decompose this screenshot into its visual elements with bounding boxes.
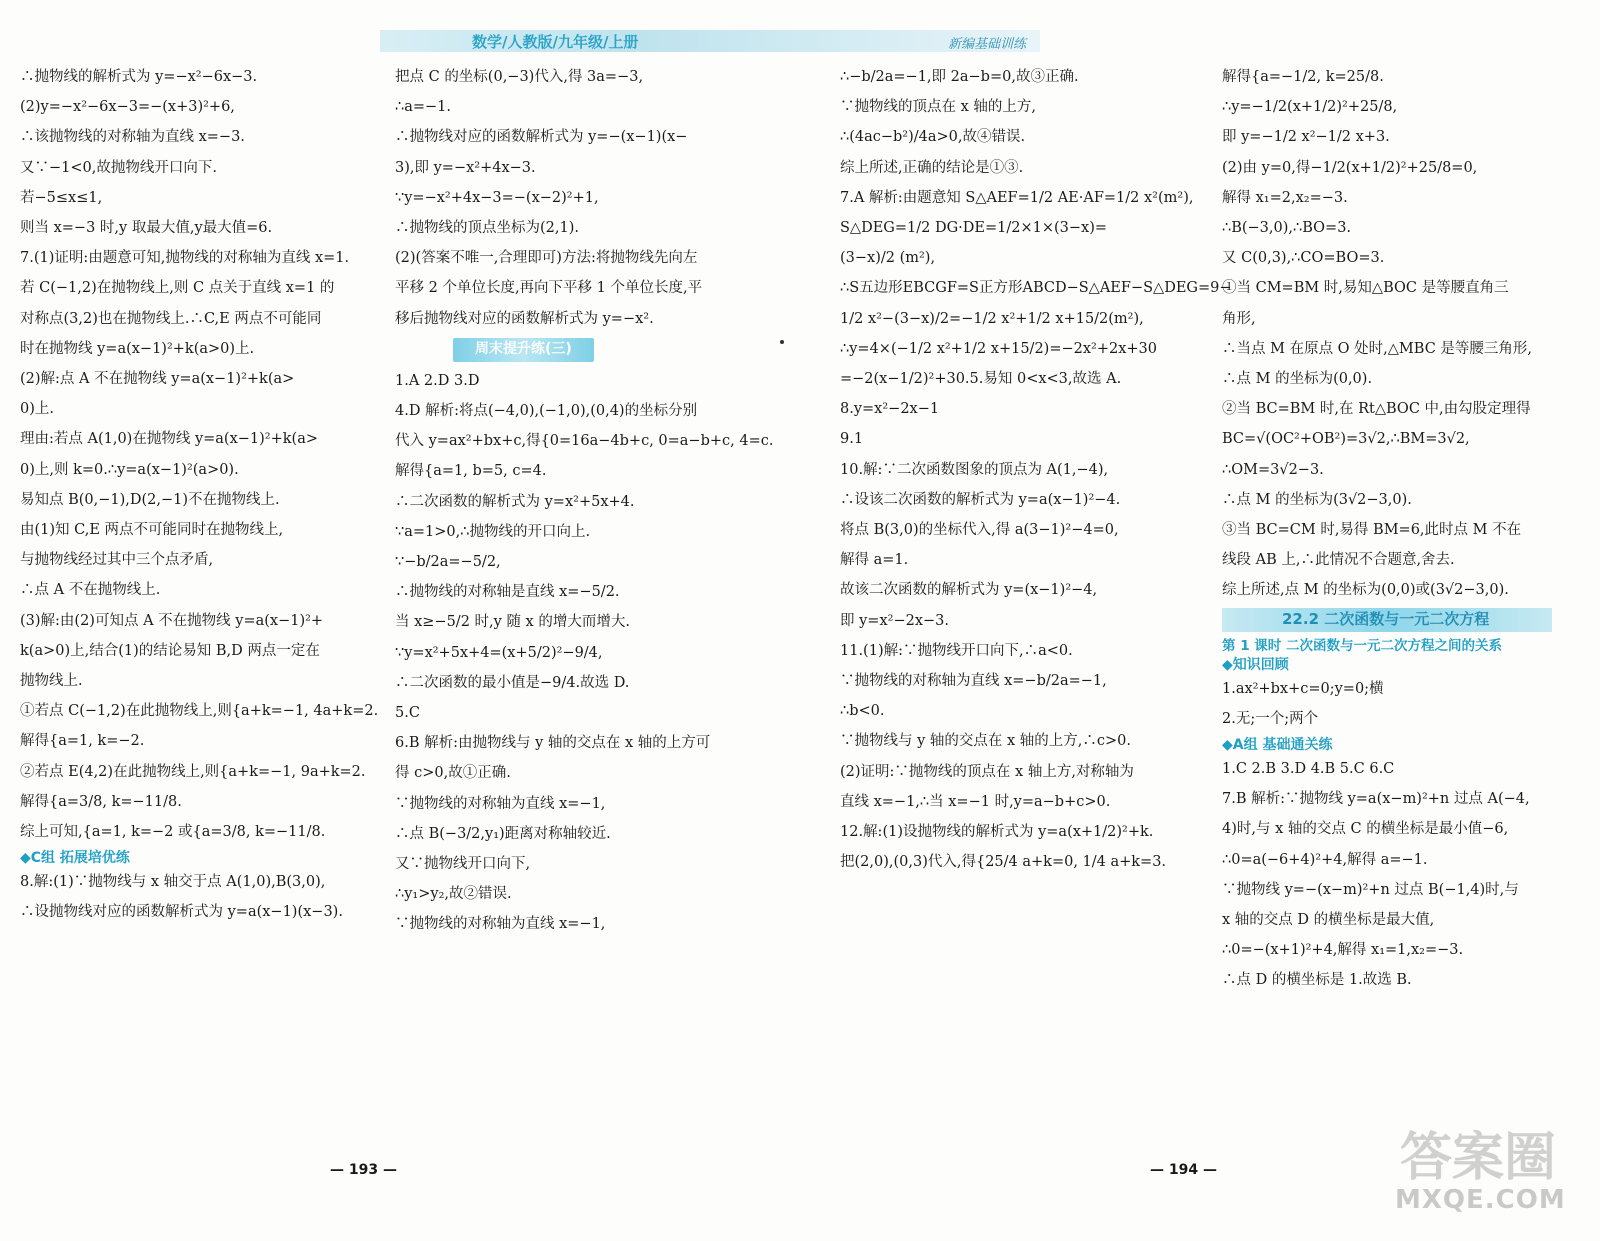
column-1 (20, 62, 379, 928)
text-line: 1/2 x²−(3−x)/2=−1/2 x²+1/2 x+15/2(m²), (840, 310, 1144, 327)
text-line: ∴抛物线对应的函数解析式为 y=−(x−1)(x− (395, 129, 688, 146)
text-line: ∴y₁>y₂,故②错误. (395, 886, 512, 903)
text-line: 又∵抛物线开口向下, (395, 856, 531, 873)
text-line: ∴0=a(−6+4)²+4,解得 a=−1. (1222, 851, 1428, 868)
text-line: ∴点 D 的横坐标是 1.故选 B. (1222, 972, 1412, 989)
page-header (380, 30, 1040, 52)
text-line: 4.D 解析:将点(−4,0),(−1,0),(0,4)的坐标分别 (395, 403, 698, 420)
text-line: 综上所述,点 M 的坐标为(0,0)或(3√2−3,0). (1222, 582, 1509, 599)
text-line: ∴b<0. (840, 703, 885, 720)
text-line: ∴−b/2a=−1,即 2a−b=0,故③正确. (840, 69, 1079, 85)
text-line: 3),即 y=−x²+4x−3. (395, 159, 536, 176)
text-line: 又∵−1<0,故抛物线开口向下. (20, 159, 217, 176)
text-line: 即 y=−1/2 x²−1/2 x+3. (1222, 129, 1390, 146)
text-line: 2.无;一个;两个 (1222, 710, 1319, 727)
text-line: ∴y=−1/2(x+1/2)²+25/8, (1222, 99, 1398, 116)
text-line: ◆A组 基础通关练 (1222, 737, 1333, 754)
text-line: 将点 B(3,0)的坐标代入,得 a(3−1)²−4=0, (840, 522, 1119, 539)
text-line: ∴a=−1. (395, 99, 452, 116)
text-line: ∴抛物线的顶点坐标为(2,1). (395, 220, 579, 237)
text-line: ∵抛物线的顶点在 x 轴的上方, (840, 99, 1037, 116)
text-line: 易知点 B(0,−1),D(2,−1)不在抛物线上. (20, 491, 280, 508)
text-line: ∵a=1>0,∴抛物线的开口向上. (395, 523, 591, 540)
text-line: ①若点 C(−1,2)在此抛物线上,则{a+k=−1, 4a+k=2. (20, 703, 379, 720)
text-line: ∵抛物线的对称轴为直线 x=−1, (395, 795, 606, 812)
text-line: 移后抛物线对应的函数解析式为 y=−x². (395, 310, 654, 327)
text-line: 与抛物线经过其中三个点矛盾, (20, 552, 214, 569)
text-line: ∵y=−x²+4x−3=−(x−2)²+1, (395, 189, 599, 206)
text-line: ∴抛物线的解析式为 y=−x²−6x−3. (20, 69, 258, 85)
text-line: ∵抛物线的对称轴为直线 x=−1, (395, 916, 606, 933)
text-line: 抛物线上. (20, 673, 83, 690)
text-line: (2)(答案不唯一,合理即可)方法:将抛物线先向左 (395, 250, 698, 267)
text-line: 平移 2 个单位长度,再向下平移 1 个单位长度,平 (395, 280, 703, 297)
text-line: 解得{a=1, b=5, c=4. (395, 463, 547, 480)
text-line: 若−5≤x≤1, (20, 189, 103, 206)
stray-dot (780, 340, 784, 344)
text-line: 即 y=x²−2x−3. (840, 612, 949, 629)
column-2 (395, 62, 774, 940)
lesson-title: 第 1 课时 二次函数与一元二次方程之间的关系 (1222, 637, 1502, 654)
text-line: 线段 AB 上,∴此情况不合题意,舍去. (1222, 552, 1455, 569)
text-line: ◆知识回顾 (1222, 656, 1289, 673)
text-line: 故该二次函数的解析式为 y=(x−1)²−4, (840, 582, 1098, 599)
text-line: ∴点 A 不在抛物线上. (20, 582, 161, 599)
text-line: 把(2,0),(0,3)代入,得{25/4 a+k=0, 1/4 a+k=3. (840, 854, 1167, 871)
text-line: 4)时,与 x 轴的交点 C 的横坐标是最小值−6, (1222, 821, 1509, 838)
text-line: ∴抛物线的对称轴是直线 x=−5/2. (395, 584, 620, 601)
text-line: ∴该抛物线的对称轴为直线 x=−3. (20, 129, 245, 146)
header-series: 新编基础训练 (947, 37, 1026, 52)
page-number-left: — 193 — (330, 1162, 397, 1178)
text-line: ∴二次函数的最小值是−9/4.故选 D. (395, 674, 630, 691)
text-line: 8.y=x²−2x−1 (840, 401, 940, 418)
text-line: ∴点 M 的坐标为(0,0). (1222, 371, 1373, 388)
text-line: (2)解:点 A 不在抛物线 y=a(x−1)²+k(a> (20, 371, 295, 388)
text-line: 解得{a=3/8, k=−11/8. (20, 793, 182, 810)
text-line: 12.解:(1)设抛物线的解析式为 y=a(x+1/2)²+k. (840, 824, 1154, 841)
text-line: 代入 y=ax²+bx+c,得{0=16a−4b+c, 0=a−b+c, 4=c. (395, 433, 774, 450)
text-line: 直线 x=−1,∴当 x=−1 时,y=a−b+c>0. (840, 793, 1111, 810)
text-line: S△DEG=1/2 DG·DE=1/2×1×(3−x)= (840, 220, 1108, 237)
text-line: ∵−b/2a=−5/2, (395, 554, 501, 571)
text-line: ∴点 M 的坐标为(3√2−3,0). (1222, 491, 1412, 508)
text-line: 11.(1)解:∵抛物线开口向下,∴a<0. (840, 642, 1073, 659)
text-line: 8.解:(1)∵抛物线与 x 轴交于点 A(1,0),B(3,0), (20, 874, 326, 891)
text-line: 0)上,则 k=0.∴y=a(x−1)²(a>0). (20, 461, 239, 478)
text-line: ∴点 B(−3/2,y₁)距离对称轴较近. (395, 825, 611, 842)
header-title: 数学/人教版/九年级/上册 (472, 33, 639, 51)
text-line: ∴设抛物线对应的函数解析式为 y=a(x−1)(x−3). (20, 904, 343, 921)
section-banner-22-2: 22.2 二次函数与一元二次方程 (1222, 608, 1552, 632)
text-line: 6.B 解析:由抛物线与 y 轴的交点在 x 轴的上方可 (395, 735, 711, 752)
text-line: ∵y=x²+5x+4=(x+5/2)²−9/4, (395, 644, 603, 661)
text-line: ∴0=−(x+1)²+4,解得 x₁=1,x₂=−3. (1222, 942, 1464, 959)
text-line: 把点 C 的坐标(0,−3)代入,得 3a=−3, (395, 69, 644, 85)
text-line: ∵抛物线的对称轴为直线 x=−b/2a=−1, (840, 673, 1107, 690)
text-line: 7.(1)证明:由题意可知,抛物线的对称轴为直线 x=1. (20, 250, 350, 267)
text-line: 1.ax²+bx+c=0;y=0;横 (1222, 680, 1384, 697)
text-line: 综上可知,{a=1, k=−2 或{a=3/8, k=−11/8. (20, 824, 326, 841)
text-line: 0)上. (20, 401, 54, 418)
text-line: 由(1)知 C,E 两点不可能同时在抛物线上, (20, 522, 284, 539)
text-line: 5.C (395, 705, 420, 722)
text-line: 对称点(3,2)也在抛物线上.∴C,E 两点不可能同 (20, 310, 322, 327)
text-line: ∴OM=3√2−3. (1222, 461, 1324, 478)
text-line: 角形, (1222, 310, 1256, 327)
text-line: 又 C(0,3),∴CO=BO=3. (1222, 250, 1385, 267)
text-line: 9.1 (840, 431, 864, 448)
text-line: 解得 x₁=2,x₂=−3. (1222, 189, 1348, 206)
text-line: ∴二次函数的解析式为 y=x²+5x+4. (395, 493, 635, 510)
watermark-url: MXQE.COM (1395, 1185, 1566, 1215)
text-line: 7.A 解析:由题意知 S△AEF=1/2 AE·AF=1/2 x²(m²), (840, 189, 1194, 206)
text-line: ∴B(−3,0),∴BO=3. (1222, 220, 1352, 237)
text-line: k(a>0)上,结合(1)的结论易知 B,D 两点一定在 (20, 642, 320, 659)
text-line: ∴(4ac−b²)/4a>0,故④错误. (840, 129, 1026, 146)
text-line: 7.B 解析:∵抛物线 y=a(x−m)²+n 过点 A(−4, (1222, 791, 1530, 808)
text-line: ∴S五边形EBCGF=S正方形ABCD−S△AEF−S△DEG=9− (840, 280, 1232, 297)
text-line: 时在抛物线 y=a(x−1)²+k(a>0)上. (20, 340, 255, 357)
text-line: ③当 BC=CM 时,易得 BM=6,此时点 M 不在 (1222, 522, 1522, 539)
text-line: BC=√(OC²+OB²)=3√2,∴BM=3√2, (1222, 431, 1470, 448)
text-line: 则当 x=−3 时,y 取最大值,y最大值=6. (20, 220, 273, 237)
text-line: 解得 a=1. (840, 552, 909, 569)
text-line: 理由:若点 A(1,0)在抛物线 y=a(x−1)²+k(a> (20, 431, 318, 448)
text-line: ◆C组 拓展培优练 (20, 850, 130, 867)
text-line: (3)解:由(2)可知点 A 不在抛物线 y=a(x−1)²+ (20, 612, 324, 629)
column-4 (1222, 62, 1582, 996)
text-line: (2)证明:∵抛物线的顶点在 x 轴上方,对称轴为 (840, 763, 1134, 780)
text-line: 1.A 2.D 3.D (395, 372, 480, 389)
text-line: ②当 BC=BM 时,在 Rt△BOC 中,由勾股定理得 (1222, 401, 1531, 418)
text-line: =−2(x−1/2)²+30.5.易知 0<x<3,故选 A. (840, 371, 1122, 388)
text-line: 1.C 2.B 3.D 4.B 5.C 6.C (1222, 761, 1395, 778)
text-line: 解得{a=−1/2, k=25/8. (1222, 69, 1384, 85)
text-line: x 轴的交点 D 的横坐标是最大值, (1222, 912, 1435, 929)
page-number-right: — 194 — (1150, 1162, 1217, 1178)
watermark-logo: 答案圈 (1400, 1128, 1557, 1188)
text-line: (2)由 y=0,得−1/2(x+1/2)²+25/8=0, (1222, 159, 1478, 176)
text-line: (3−x)/2 (m²), (840, 250, 936, 267)
text-line: 当 x≥−5/2 时,y 随 x 的增大而增大. (395, 614, 630, 631)
text-line: (2)y=−x²−6x−3=−(x+3)²+6, (20, 99, 235, 116)
column-3 (840, 62, 1232, 877)
text-line: 得 c>0,故①正确. (395, 765, 511, 782)
text-line: ∵抛物线与 y 轴的交点在 x 轴的上方,∴c>0. (840, 733, 1132, 750)
text-line: 10.解:∵二次函数图象的顶点为 A(1,−4), (840, 461, 1109, 478)
text-line: ∴当点 M 在原点 O 处时,△MBC 是等腰三角形, (1222, 340, 1533, 357)
text-line: 若 C(−1,2)在抛物线上,则 C 点关于直线 x=1 的 (20, 280, 335, 297)
text-line: 解得{a=1, k=−2. (20, 733, 145, 750)
text-line: ∴y=4×(−1/2 x²+1/2 x+15/2)=−2x²+2x+30 (840, 340, 1157, 357)
text-line: 综上所述,正确的结论是①③. (840, 159, 1024, 176)
section-banner-weekend: 周末提升练(三) (453, 338, 594, 362)
text-line: ∴设该二次函数的解析式为 y=a(x−1)²−4. (840, 491, 1121, 508)
text-line: ①当 CM=BM 时,易知△BOC 是等腰直角三 (1222, 280, 1509, 297)
text-line: ②若点 E(4,2)在此抛物线上,则{a+k=−1, 9a+k=2. (20, 763, 366, 780)
text-line: ∵抛物线 y=−(x−m)²+n 过点 B(−1,4)时,与 (1222, 881, 1519, 898)
